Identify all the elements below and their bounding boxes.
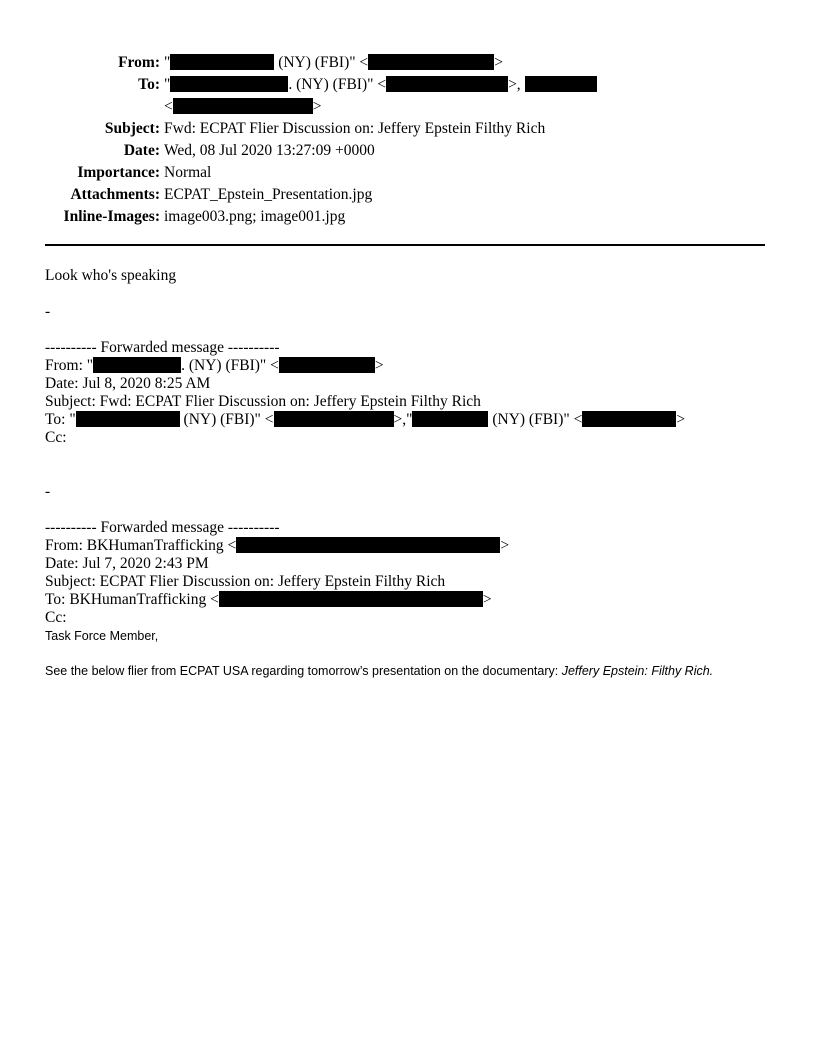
redaction-block: [279, 357, 375, 373]
subject-row: [0, 118, 816, 140]
fwd2-subject: Subject: ECPAT Flier Discussion on: Jeffery Epstein Filthy Rich: [45, 573, 446, 590]
redaction-block: [582, 411, 676, 427]
attachments-row: [0, 184, 816, 206]
redaction-block: [76, 411, 180, 427]
to-row-continued: [0, 96, 816, 118]
to-value: " . (NY) (FBI)" < >,: [164, 74, 597, 96]
fwd1-from: From: " . (NY) (FBI)" < >: [45, 357, 384, 374]
dash-separator: -: [45, 483, 51, 500]
forwarded-message-2: [45, 519, 509, 627]
date-label: Date:: [123, 142, 160, 159]
redaction-block: [219, 591, 483, 607]
fwd2-to: To: BKHumanTrafficking < >: [45, 591, 492, 608]
importance-value: Normal: [164, 164, 212, 181]
forwarded-marker: ---------- Forwarded message ----------: [45, 519, 280, 536]
header-divider: [45, 244, 765, 246]
importance-label: Importance:: [77, 164, 160, 181]
redaction-block: [236, 537, 500, 553]
fwd1-date: Date: Jul 8, 2020 8:25 AM: [45, 375, 211, 392]
to-label: To:: [138, 76, 160, 93]
redaction-block: [170, 54, 274, 70]
inline-images-row: [0, 206, 816, 228]
attachments-value: ECPAT_Epstein_Presentation.jpg: [164, 186, 373, 203]
to-row: [0, 74, 816, 96]
redaction-block: [386, 76, 508, 92]
forwarded-marker: ---------- Forwarded message ----------: [45, 339, 280, 356]
fwd2-date: Date: Jul 7, 2020 2:43 PM: [45, 555, 209, 572]
subject-label: Subject:: [104, 120, 160, 137]
importance-row: [0, 162, 816, 184]
inline-images-label: Inline-Images:: [63, 208, 160, 225]
redaction-block: [525, 76, 597, 92]
closing-paragraph: See the below flier from ECPAT USA regarding tomorrow’s presentation on the documentary: Jeffery Epstein: Filthy Rich.: [45, 664, 714, 678]
redaction-block: [368, 54, 494, 70]
fwd1-cc: Cc:: [45, 429, 67, 446]
attachments-label: Attachments:: [70, 186, 160, 203]
email-header: [0, 52, 816, 228]
redaction-block: [274, 411, 394, 427]
redaction-block: [170, 76, 288, 92]
inline-images-value: image003.png; image001.jpg: [164, 208, 346, 225]
redaction-block: [93, 357, 181, 373]
from-row: [0, 52, 816, 74]
greeting: Task Force Member,: [45, 629, 159, 643]
from-label: From:: [118, 54, 160, 71]
date-value: Wed, 08 Jul 2020 13:27:09 +0000: [164, 142, 375, 159]
redaction-block: [412, 411, 488, 427]
fwd1-to: To: " (NY) (FBI)" < >," (NY) (FBI)" < >: [45, 411, 686, 428]
date-row: [0, 140, 816, 162]
fwd2-cc: Cc:: [45, 609, 67, 626]
fwd1-subject: Subject: Fwd: ECPAT Flier Discussion on: Jeffery Epstein Filthy Rich: [45, 393, 481, 410]
body-line: Look who's speaking: [45, 267, 177, 284]
forwarded-message-1: [45, 339, 685, 447]
dash-separator: -: [45, 303, 51, 320]
to-value-continued: < >: [164, 98, 322, 115]
from-value: " (NY) (FBI)" < >: [164, 54, 503, 71]
documentary-title: Jeffery Epstein: Filthy Rich.: [561, 664, 714, 678]
redaction-block: [173, 98, 313, 114]
fwd2-from: From: BKHumanTrafficking < >: [45, 537, 510, 554]
subject-value: Fwd: ECPAT Flier Discussion on: Jeffery Epstein Filthy Rich: [164, 120, 546, 137]
